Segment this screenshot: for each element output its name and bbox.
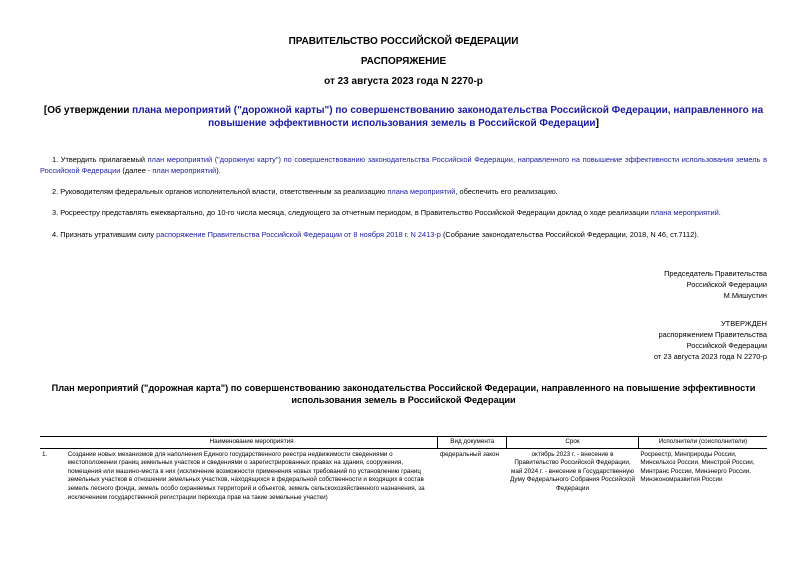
header-num — [40, 437, 66, 449]
subject-close-bracket: ] — [595, 118, 599, 129]
paragraph-2-text-b: , обеспечить его реализацию. — [455, 187, 558, 196]
signature-line-1: Председатель Правительства — [664, 269, 767, 278]
repealed-order-link[interactable]: распоряжение Правительства Российской Федерации от 8 ноября 2018 г. N 2413-р — [156, 230, 441, 239]
government-heading: ПРАВИТЕЛЬСТВО РОССИЙСКОЙ ФЕДЕРАЦИИ — [288, 36, 519, 47]
header-exec: Исполнители (соисполнители) — [638, 437, 767, 449]
row-name: Создание новых механизмов для наполнения Единого государственного реестра недвижимости сведениями о местоположении границ земельных участков и сведениями о зарегистрированных правах на здания, сооружения, помещения или машино-места в них (исключение возможности применения новых требований по установлению границ земельных участков в отношении земельных участков, находящихся в федеральной собственности и входящих в состав земель лесного фонда, земель особо охраняемых территорий и объектов, земель сельскохозяйственного назначения, за исключением государственной регистрации перехода прав на такие земельные участки) — [67, 450, 425, 501]
paragraph-3-text: 3. Росреестру представлять ежеквартально, до 10-го числа месяца, следующего за отчетным периодом, в Правительство Российской Федерации доклад о ходе реализации — [52, 208, 651, 217]
signature-block — [567, 268, 767, 301]
paragraph-4-text: 4. Признать утратившим силу — [52, 230, 157, 239]
row-num: 1. — [42, 450, 48, 458]
header-term: Срок — [507, 437, 639, 449]
paragraph-1-text-c: ). — [216, 166, 221, 175]
paragraph-4-text-b: (Собрание законодательства Российской Федерации, 2018, N 46, ст.7112). — [440, 230, 699, 239]
paragraph-1 — [40, 154, 767, 176]
document-subject — [40, 104, 767, 130]
row-term: октябрь 2023 г. - внесение в Правительство Российской Федерации, май 2024 г. - внесение в Государственную Думу Федерального Собрания Российской Федерации — [509, 450, 635, 492]
approval-line-4: от 23 августа 2023 года N 2270-р — [653, 352, 767, 361]
approval-block — [567, 318, 767, 362]
document-type: РАСПОРЯЖЕНИЕ — [360, 56, 447, 67]
document-date-number: от 23 августа 2023 года N 2270-р — [324, 76, 483, 87]
paragraph-2 — [40, 186, 767, 197]
paragraph-3 — [40, 207, 767, 218]
subject-open-bracket: [Об утверждении — [43, 105, 133, 116]
table-header-row — [40, 437, 767, 449]
plan-short-link[interactable]: плана мероприятий — [650, 208, 719, 217]
approval-line-1: УТВЕРЖДЕН — [720, 319, 767, 328]
header-doc: Вид документа — [438, 437, 507, 449]
approval-line-2: распоряжением Правительства — [658, 330, 767, 339]
approval-line-3: Российской Федерации — [686, 341, 767, 350]
header-name: Наименование мероприятия — [66, 437, 438, 449]
row-exec: Росреестр, Минприроды России, Минсельхоз России, Минстрой России, Минтранс России, Минэнерго России, Минэкономразвития России — [640, 450, 755, 484]
plan-short-link[interactable]: плана мероприятий — [387, 187, 456, 196]
paragraph-2-text: 2. Руководителям федеральных органов исполнительной власти, ответственным за реализацию — [52, 187, 388, 196]
subject-plan-link[interactable]: плана мероприятий ("дорожной карты") по совершенствованию законодательства Российской Федерации, направленного на повышение эффективности использования земель в Российской Федерации — [132, 105, 764, 129]
plan-table — [40, 436, 767, 504]
table-row — [40, 448, 767, 504]
paragraph-1-text: 1. Утвердить прилагаемый — [52, 155, 148, 164]
plan-short-link[interactable]: план мероприятий — [152, 166, 217, 175]
paragraph-4 — [40, 229, 767, 240]
plan-link[interactable]: план мероприятий ("дорожную карту") по совершенствованию законодательства Российской Федерации, направленного на повышение эффективности использования земель в Российской Федерации — [40, 155, 767, 175]
paragraph-1-text-b: (далее - — [120, 166, 153, 175]
paragraph-3-text-b: . — [718, 208, 721, 217]
signature-line-2: Российской Федерации — [686, 280, 767, 289]
signature-line-3: М.Мишустин — [723, 291, 767, 300]
row-doc: федеральный закон — [439, 450, 500, 458]
plan-title: План мероприятий ("дорожная карта") по совершенствованию законодательства Российской Федерации, направленного на повышение эффективности использования земель в Российской Федерации — [51, 383, 756, 405]
